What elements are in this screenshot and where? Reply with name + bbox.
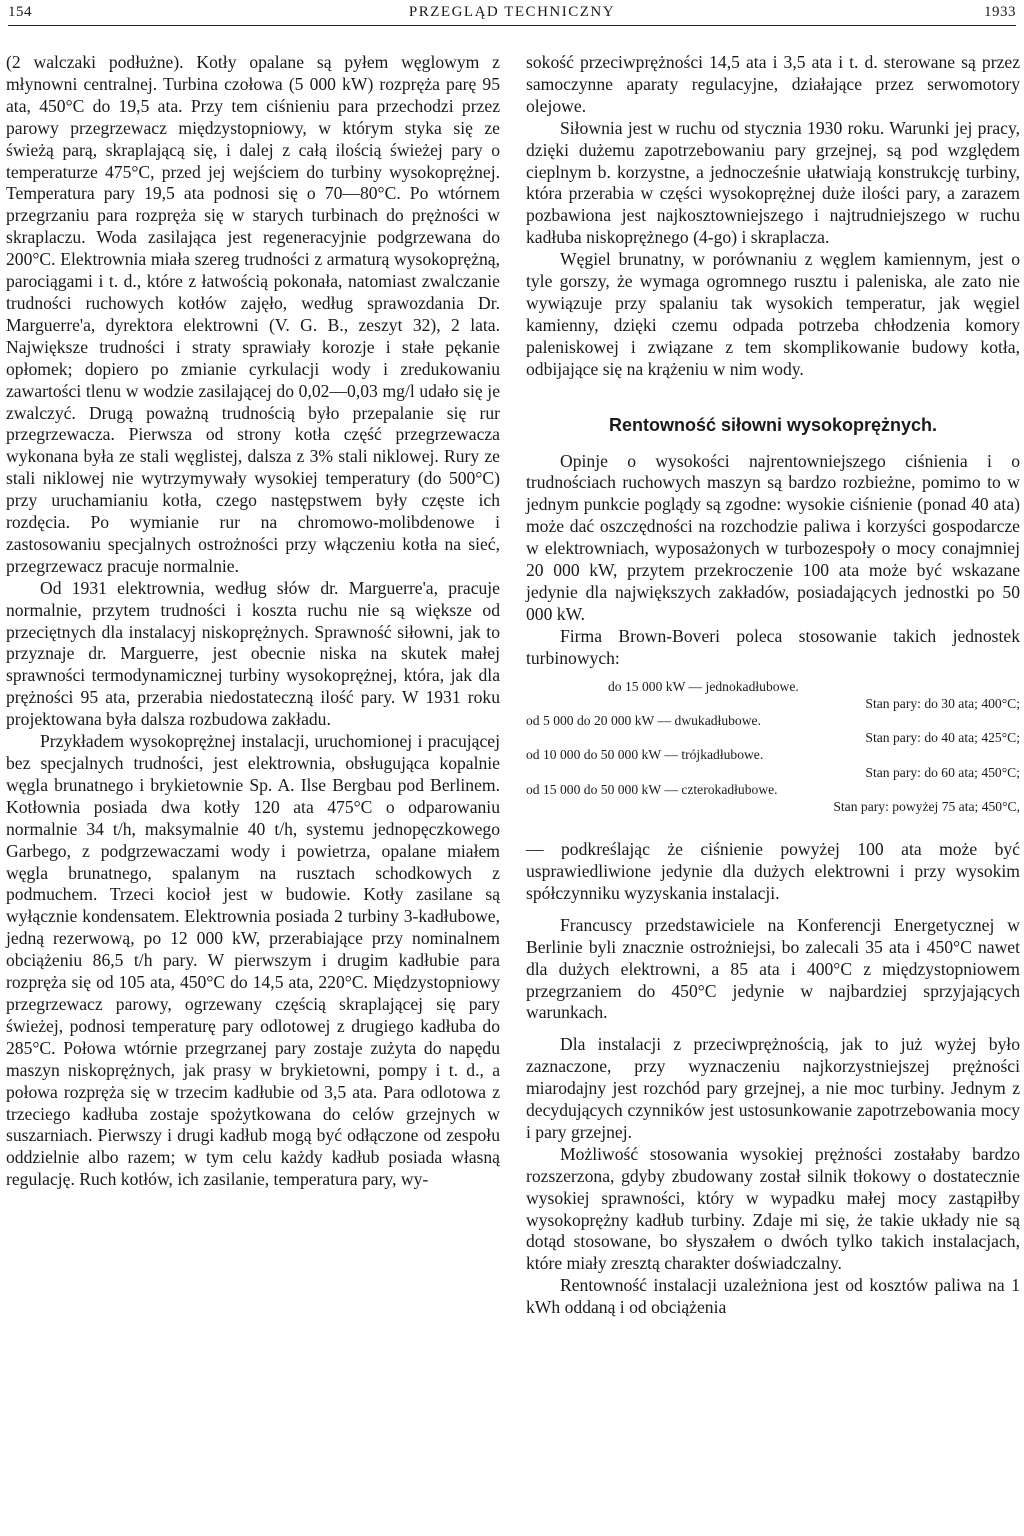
paragraph: (2 walczaki podłużne). Kotły opalane są pyłem węglowym z młynowni centralnej. Turbina czołowa (5 000 kW) rozpręża parę 95 ata, 450°C do 19,5 ata. Przy tem ciśnieniu para przechodzi przez parowy przegrzewacz międzystopniowy, w którym styka się ze świeżą parą, skraplającą się, i dalej z całą ilością świeżej pary o temperaturze 475°C, przed jej wejściem do turbiny wysokoprężnej. Temperatura pary 19,5 ata podnosi się o 70—80°C. Po wtórnem przegrzaniu para rozpręża się w starych turbinach do prężności w skraplaczu. Woda zasilająca jest regeneracyjnie podgrzewana do 200°C. Elektrownia miała szereg trudności z armaturą wysokoprężną, parociągami i t. d., które z łatwością pokonała, natomiast zwalczanie trudności ruchowych kotłów zajęło, według sprawozdania Dr. Marguerre'a, dyrektora elektrowni (V. G. B., zeszyt 32), 2 lata. Największe trudności i straty sprawiały korozje i stałe pękanie opłomek; dopiero po zmianie cyrkulacji wody i zredukowaniu zawartości tlenu w wodzie zasilającej do 0,02—0,03 mg/l udało się je zwalczyć. Drugą poważną trudnością było przepalanie się rur przegrzewacza. Pierwsza od strony kotła część przegrzewacza wykonana była ze stali węglistej, dalsza z 3% stali niklowej. Rury ze stali niklowej nie wytrzymywały wysokiej temperatury (do 500°C) przy uruchamianiu kotła, czego następstwem były częste ich rozdęcia. Po wymianie rur na chromowo-molibdenowe i zastosowaniu specjalnych ostrożności przy włączeniu kotła na sieć, przegrzewacz pracuje normalnie. bbox=[6, 52, 500, 576]
table-cell-range: od 10 000 do 50 000 kW — trójkadłubowe. bbox=[526, 747, 764, 763]
table-cell-steam: Stan pary: do 60 ata; 450°C; bbox=[865, 764, 1020, 780]
paragraph: Przykładem wysokoprężnej instalacji, uruchomionej i pracującej bez specjalnych trudności, jest elektrownia, obsługująca kopalnie węgla brunatnego i brykietownie Sp. A. Ilse Bergbau pod Berlinem. Kotłownia posiada dwa kotły 120 ata 475°C o odparowaniu normalnie 34 t/h, maksymalnie 40 t/h, systemu jednopęczkowego Garbego, z podgrzewaczami wody i powietrza, opalane miałem węgla brunatnego, spalanym na rusztach schodkowych z podmuchem. Trzeci kocioł jest w budowie. Kotły zasilane są wyłącznie kondensatem. Elektrownia posiada 2 turbiny 3-kadłubowe, jedną rezerwową, po 12 000 kW, przerabiające przy nominalnem obciążeniu 86,5 t/h pary. W pierwszym i drugim kadłubie para rozpręża się od 105 ata, 450°C do 14,5 ata, 220°C. Międzystopniowy przegrzewacz parowy, ogrzewany częścią skraplającej się pary świeżej, podnosi temperaturę pary odlotowej z drugiego kadłuba do 285°C. Połowa wtórnie przegrzanej pary zostaje zużyta do napędu maszyn niskoprężnych, jak prasy w brykietowni, pompy i t. d., a połowa rozpręża się w trzecim kadłubie od 3,5 ata. Para odlotowa z trzeciego kadłuba zostaje spożytkowana do celów grzejnych w suszarniach. Pierwszy i drugi kadłub mogą być odłączone od zespołu oddzielnie albo razem; w tym celu każdy kadłub posiada własną regulację. Ruch kotłów, ich zasilanie, temperatura pary, wy- bbox=[6, 731, 500, 1190]
table-cell-range: od 5 000 do 20 000 kW — dwukadłubowe. bbox=[526, 712, 761, 728]
table-row bbox=[526, 746, 1020, 763]
paragraph: Dla instalacji z przeciwprężnością, jak to już wyżej było zaznaczone, przy wyznaczeniu najkorzystniejszej prężności miarodajny jest rozchód pary grzejnej, a nie moc turbiny. Jednym z decydujących czynników jest ustosunkowanie zapotrzebowania mocy i pary grzejnej. bbox=[526, 1034, 1020, 1142]
paragraph: Firma Brown-Boveri poleca stosowanie takich jednostek turbinowych: bbox=[526, 625, 1020, 668]
table-row bbox=[526, 678, 1020, 695]
section-title: Rentowność siłowni wysokoprężnych. bbox=[608, 414, 938, 435]
table-row bbox=[526, 712, 1020, 729]
running-header bbox=[8, 4, 1016, 24]
year: 1933 bbox=[984, 4, 1016, 20]
table-row bbox=[526, 798, 1020, 815]
paragraph: Siłownia jest w ruchu od stycznia 1930 roku. Warunki jej pracy, dzięki dużemu zapotrzebowaniu pary grzejnej, są pod względem cieplnym b. korzystne, a jednocześnie ułatwiają konstrukcję turbiny, która przerabia w części wysokoprężnej duże ilości pary, a zarazem pozbawiona jest najkosztowniejszego i najtrudniejszego w ruchu kadłuba niskoprężnego (4-go) i skraplacza. bbox=[526, 117, 1020, 248]
paragraph: Rentowność instalacji uzależniona jest od kosztów paliwa na 1 kWh oddaną i od obciążenia bbox=[526, 1275, 1020, 1318]
journal-title: PRZEGLĄD TECHNICZNY bbox=[408, 4, 616, 20]
table-row bbox=[526, 781, 1020, 798]
paragraph: sokość przeciwprężności 14,5 ata i 3,5 ata i t. d. sterowane są przez samoczynne aparaty regulacyjne, działające przez serwomotory olejowe. bbox=[526, 52, 1020, 116]
table-cell-steam: Stan pary: do 40 ata; 425°C; bbox=[865, 730, 1020, 746]
table-cell-range: od 15 000 do 50 000 kW — czterokadłubowe. bbox=[526, 781, 778, 797]
table-row bbox=[526, 729, 1020, 746]
paragraph: Francuscy przedstawiciele na Konferencji Energetycznej w Berlinie byli znacznie ostrożniejsi, bo zalecali 35 ata i 450°C nawet dla dużych elektrowni, a 85 ata i 400°C z międzystopniowem przegrzaniem do 450°C jedynie w najbardziej sprzyjających warunkach. bbox=[526, 914, 1020, 1023]
page-number: 154 bbox=[8, 4, 32, 20]
paragraph: — podkreślając że ciśnienie powyżej 100 ata może być usprawiedliwione jedynie dla dużych elektrowni i przy wysokim spółczynniku wyzyskania instalacji. bbox=[526, 839, 1020, 903]
paragraph: Opinje o wysokości najrentowniejszego ciśnienia i o trudnościach ruchowych maszyn są bardzo rozbieżne, pomimo to w jednym punkcie poglądy są zgodne: wysokie ciśnienie (ponad 40 ata) może dać oszczędności na rozchodzie paliwa i korzyści gospodarcze w elektrowniach, wyposażonych w turbozespoły o mocy conajmniej 20 000 kW, przytem przekroczenie 100 ata może być wskazane jedynie dla największych zakładów, posiadających jednostki po 50 000 kW. bbox=[526, 450, 1020, 624]
table-cell-steam: Stan pary: powyżej 75 ata; 450°C, bbox=[833, 798, 1020, 814]
paragraph: Możliwość stosowania wysokiej prężności zostałaby bardzo rozszerzona, gdyby zbudowany został silnik tłokowy o dostatecznie wysokiej sprawności, który w wypadku małej mocy zastąpiłby wysokoprężny kadłub turbiny. Zdaje mi się, że takie układy nie są dotąd stosowane, bo słyszałem o dwóch tylko takich instalacjach, które miały zresztą charakter doświadczalny. bbox=[526, 1143, 1020, 1274]
table-cell-range: do 15 000 kW — jednokadłubowe. bbox=[608, 678, 799, 694]
paragraph: Od 1931 elektrownia, według słów dr. Marguerre'a, pracuje normalnie, przytem trudności i koszta ruchu nie są większe od przeciętnych dla instalacyj niskoprężnych. Sprawność siłowni, jak to przyznaje dr. Marguerre, jest obecnie niska na skutek małej sprawności termodynamicznej turbiny wysokoprężnej, która, jak dla prężności 95 ata, przerabia niedostateczną ilość pary. W 1931 roku projektowana była dalsza rozbudowa zakładu. bbox=[6, 577, 500, 730]
left-column bbox=[6, 52, 500, 1191]
right-column bbox=[526, 52, 1020, 1319]
turbine-table bbox=[526, 678, 1020, 816]
table-row bbox=[526, 695, 1020, 712]
paragraph: Węgiel brunatny, w porównaniu z węglem kamiennym, jest o tyle gorszy, że wymaga ogromnego rusztu i paleniska, ale zato nie wywiązuje przy spalaniu tak wysokich temperatur, jak węgiel kamienny, dzięki czemu odpada potrzeba chłodzenia komory paleniskowej i związane z tem skomplikowanie budowy kotła, odbijające się na krążeniu w nim wody. bbox=[526, 249, 1020, 379]
table-row bbox=[526, 764, 1020, 781]
header-rule bbox=[8, 25, 1016, 26]
table-cell-steam: Stan pary: do 30 ata; 400°C; bbox=[865, 695, 1020, 711]
